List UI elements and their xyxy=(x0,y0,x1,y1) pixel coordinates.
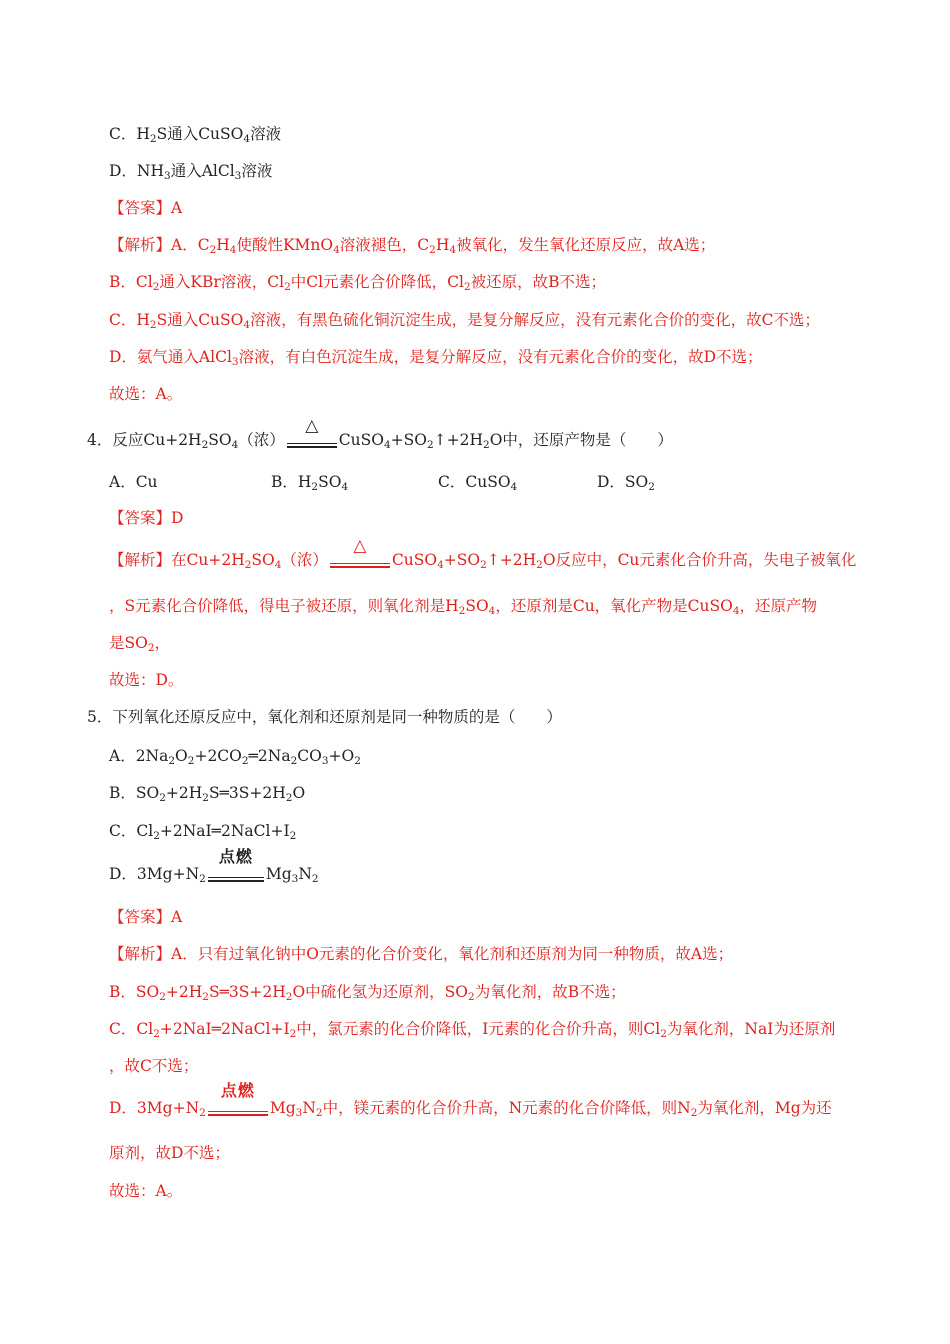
q4-option-a xyxy=(109,472,271,492)
q4-option-c xyxy=(438,472,597,492)
text-run: 中，氯元素的化合价降低，I元素的化合价升高，则Cl xyxy=(296,1020,661,1038)
subscript: 3 xyxy=(321,755,329,767)
subscript: 2 xyxy=(483,439,490,451)
subscript: 2 xyxy=(159,991,166,1003)
q5-answer: 【答案】A xyxy=(109,908,183,926)
subscript: 4 xyxy=(449,244,457,256)
subscript: 2 xyxy=(241,755,249,767)
ignite-equation-sign xyxy=(206,1081,270,1118)
q3-option-c xyxy=(109,124,281,144)
q5-explanation-c1 xyxy=(109,1019,835,1039)
text-run: CO xyxy=(297,747,322,765)
text-run: 通入KBr溶液，Cl xyxy=(159,273,285,291)
subscript: 2 xyxy=(480,559,487,571)
subscript: 4 xyxy=(243,319,251,331)
text-run: N xyxy=(302,1099,316,1117)
subscript: 2 xyxy=(199,873,206,885)
text-run: 是SO xyxy=(109,634,148,652)
q4-explanation-1 xyxy=(109,536,857,571)
text-run: 溶液 xyxy=(241,162,273,180)
q5-option-d xyxy=(109,847,319,885)
text-run: S═3S+2H xyxy=(208,784,286,802)
q5-option-a xyxy=(109,746,361,766)
text-run: 溶液 xyxy=(250,125,282,143)
subscript: 4 xyxy=(437,559,444,571)
subscript: 4 xyxy=(243,133,251,145)
text-run: SO xyxy=(318,473,342,491)
text-run: ，还原产物 xyxy=(739,597,818,615)
text-run: 为氧化剂，NaI为还原剂 xyxy=(666,1020,836,1038)
q4-explanation-2 xyxy=(109,596,817,616)
q4-stem-pre xyxy=(87,431,285,449)
text-run: 为氧化剂，Mg为还 xyxy=(697,1099,832,1117)
subscript: 2 xyxy=(468,991,475,1003)
text-run: C．Cl xyxy=(109,1020,154,1038)
q4-stem xyxy=(87,416,673,451)
text-run: +2H xyxy=(165,983,203,1001)
text-run: H xyxy=(435,236,450,254)
text-run: SO xyxy=(251,551,275,569)
heat-equation-sign xyxy=(328,536,392,570)
subscript: 2 xyxy=(149,319,157,331)
text-run: A．Cu xyxy=(109,473,158,491)
text-run: A．2Na xyxy=(109,747,169,765)
q5-exp-d-pre xyxy=(109,1099,206,1117)
text-run: 4．反应Cu+2H xyxy=(87,431,202,449)
subscript: 4 xyxy=(488,605,496,617)
text-run: +SO xyxy=(443,551,481,569)
heat-condition: △ xyxy=(305,416,319,436)
text-run: ， xyxy=(154,634,171,652)
subscript: 2 xyxy=(458,605,466,617)
subscript: 2 xyxy=(153,830,160,842)
q4-explanation-3 xyxy=(109,633,170,653)
heat-equation-sign xyxy=(285,416,339,450)
text-run: O xyxy=(292,784,306,802)
q4-option-b xyxy=(271,472,438,492)
text-run: C．Cl xyxy=(109,822,154,840)
text-run: C．CuSO xyxy=(438,473,511,491)
subscript: 2 xyxy=(354,755,361,767)
subscript: 2 xyxy=(315,1107,323,1119)
q3-option-d xyxy=(109,161,272,181)
subscript: 3 xyxy=(164,170,171,182)
subscript: 2 xyxy=(536,559,543,571)
q3-answer: 【答案】A xyxy=(109,199,183,217)
subscript: 2 xyxy=(201,439,209,451)
text-run: D．3Mg+N xyxy=(109,865,200,883)
text-run: B．H xyxy=(271,473,312,491)
q3-explanation-a xyxy=(109,235,715,255)
text-run: 溶液，有黑色硫化铜沉淀生成，是复分解反应，没有元素化合价的变化，故C不选； xyxy=(250,311,820,329)
subscript: 2 xyxy=(168,755,176,767)
text-run: O xyxy=(175,747,188,765)
text-run: （浓） xyxy=(281,551,328,569)
text-run: 【解析】A．C xyxy=(109,236,210,254)
subscript: 2 xyxy=(289,1028,297,1040)
q5-conclusion: 故选：A。 xyxy=(109,1182,183,1200)
text-run: 被氧化，发生氧化还原反应，故A选； xyxy=(456,236,716,254)
text-run: H xyxy=(216,236,230,254)
text-run: 通入AlCl xyxy=(170,162,235,180)
q3-explanation-c xyxy=(109,310,820,330)
subscript: 2 xyxy=(311,481,319,493)
subscript: 4 xyxy=(510,481,518,493)
text-run: ═2Na xyxy=(248,747,291,765)
q5-explanation-c2: ，故C不选； xyxy=(109,1057,199,1075)
text-run: CuSO xyxy=(391,551,438,569)
subscript: 2 xyxy=(648,481,655,493)
subscript: 2 xyxy=(152,281,160,293)
text-run: CuSO xyxy=(338,431,384,449)
text-run: S通入CuSO xyxy=(156,125,244,143)
subscript: 2 xyxy=(149,133,157,145)
text-run: N xyxy=(298,865,312,883)
q4-stem-post xyxy=(339,431,673,449)
text-run: B．SO xyxy=(109,983,160,1001)
q3-explanation-d xyxy=(109,347,763,367)
text-run: +O xyxy=(328,747,355,765)
q4-answer: 【答案】D xyxy=(109,509,184,527)
subscript: 2 xyxy=(285,991,293,1003)
q5-exp-d-post xyxy=(270,1099,832,1117)
text-run: S通入CuSO xyxy=(156,311,244,329)
subscript: 2 xyxy=(187,755,195,767)
text-run: 使酸性KMnO xyxy=(236,236,334,254)
q3-conclusion: 故选：A。 xyxy=(109,385,183,403)
subscript: 4 xyxy=(231,439,239,451)
text-run: O中，还原产物是（ ） xyxy=(489,431,673,449)
ignite-condition: 点燃 xyxy=(220,1081,255,1100)
subscript: 2 xyxy=(209,244,217,256)
subscript: 2 xyxy=(285,792,293,804)
text-run: O反应中，Cu元素化合价升高，失电子被氧化 xyxy=(542,551,857,569)
subscript: 4 xyxy=(274,559,282,571)
text-run: 【解析】在Cu+2H xyxy=(109,551,245,569)
q5-option-b xyxy=(109,783,305,803)
text-run: 溶液，有白色沉淀生成，是复分解反应，没有元素化合价的变化，故D不选； xyxy=(238,348,763,366)
text-run: SO xyxy=(208,431,232,449)
text-run: SO xyxy=(465,597,489,615)
subscript: 2 xyxy=(202,991,209,1003)
text-run: +2NaI═2NaCl+I xyxy=(159,1020,290,1038)
text-run: ↑+2H xyxy=(486,551,537,569)
text-run: +2NaI═2NaCl+I xyxy=(159,822,290,840)
text-run: ↑+2H xyxy=(433,431,484,449)
q5-option-c xyxy=(109,821,296,841)
subscript: 4 xyxy=(383,439,391,451)
text-run: C．H xyxy=(109,125,150,143)
subscript: 2 xyxy=(159,792,166,804)
text-run: ，S元素化合价降低，得电子被还原，则氧化剂是H xyxy=(109,597,459,615)
subscript: 2 xyxy=(311,873,319,885)
subscript: 2 xyxy=(426,439,434,451)
text-run: D．3Mg+N xyxy=(109,1099,200,1117)
subscript: 2 xyxy=(244,559,252,571)
subscript: 2 xyxy=(284,281,291,293)
q5-explanation-d2: 原剂，故D不选； xyxy=(109,1144,230,1162)
subscript: 4 xyxy=(333,244,340,256)
text-run: S═3S+2H xyxy=(208,983,286,1001)
q5-option-d-post xyxy=(266,865,319,883)
subscript: 2 xyxy=(690,1107,698,1119)
text-run: +SO xyxy=(390,431,427,449)
text-run: +2CO xyxy=(194,747,242,765)
q5-explanation-a: 【解析】A．只有过氧化钠中O元素的化合价变化，氧化剂和还原剂为同一种物质，故A选； xyxy=(109,945,734,963)
text-run: 中Cl元素化合价降低，Cl xyxy=(290,273,464,291)
ignite-condition: 点燃 xyxy=(218,847,253,866)
subscript: 2 xyxy=(199,1107,206,1119)
text-run: D．NH xyxy=(109,162,165,180)
text-run: 溶液褪色，C xyxy=(339,236,430,254)
q3-explanation-b xyxy=(109,272,606,292)
subscript: 2 xyxy=(289,830,297,842)
subscript: 2 xyxy=(153,1028,160,1040)
q4-conclusion: 故选：D。 xyxy=(109,671,184,689)
text-run: D．SO xyxy=(597,473,649,491)
text-run: O中硫化氢为还原剂，SO xyxy=(292,983,468,1001)
q4-exp-pre xyxy=(109,551,328,569)
subscript: 2 xyxy=(202,792,209,804)
subscript: 4 xyxy=(732,605,740,617)
q5-stem: 5．下列氧化还原反应中，氧化剂和还原剂是同一种物质的是（ ） xyxy=(87,708,562,726)
subscript: 3 xyxy=(231,356,239,368)
subscript: 4 xyxy=(229,244,237,256)
q5-explanation-d1 xyxy=(109,1081,832,1119)
text-run: Mg xyxy=(265,865,292,883)
text-run: B．Cl xyxy=(109,273,153,291)
subscript: 2 xyxy=(429,244,436,256)
text-run: C．H xyxy=(109,311,150,329)
heat-condition: △ xyxy=(353,536,367,556)
ignite-equation-sign xyxy=(206,847,266,884)
subscript: 2 xyxy=(147,642,155,654)
text-run: Mg xyxy=(269,1099,296,1117)
q4-exp-post xyxy=(392,551,856,569)
text-run: 被还原，故B不选； xyxy=(470,273,607,291)
subscript: 3 xyxy=(291,873,299,885)
subscript: 2 xyxy=(463,281,471,293)
text-run: （浓） xyxy=(238,431,285,449)
q5-explanation-b xyxy=(109,982,626,1002)
q5-option-d-pre xyxy=(109,865,206,883)
subscript: 4 xyxy=(341,481,349,493)
subscript: 3 xyxy=(295,1107,303,1119)
text-run: 中，镁元素的化合价升高，N元素的化合价降低，则N xyxy=(322,1099,691,1117)
q4-option-d xyxy=(597,472,759,492)
subscript: 2 xyxy=(290,755,298,767)
q4-options xyxy=(109,472,759,492)
subscript: 3 xyxy=(234,170,242,182)
text-run: D．氨气通入AlCl xyxy=(109,348,232,366)
text-run: 为氧化剂，故B不选； xyxy=(474,983,626,1001)
text-run: +2H xyxy=(165,784,203,802)
subscript: 2 xyxy=(660,1028,667,1040)
text-run: ，还原剂是Cu，氧化产物是CuSO xyxy=(495,597,733,615)
text-run: B．SO xyxy=(109,784,160,802)
